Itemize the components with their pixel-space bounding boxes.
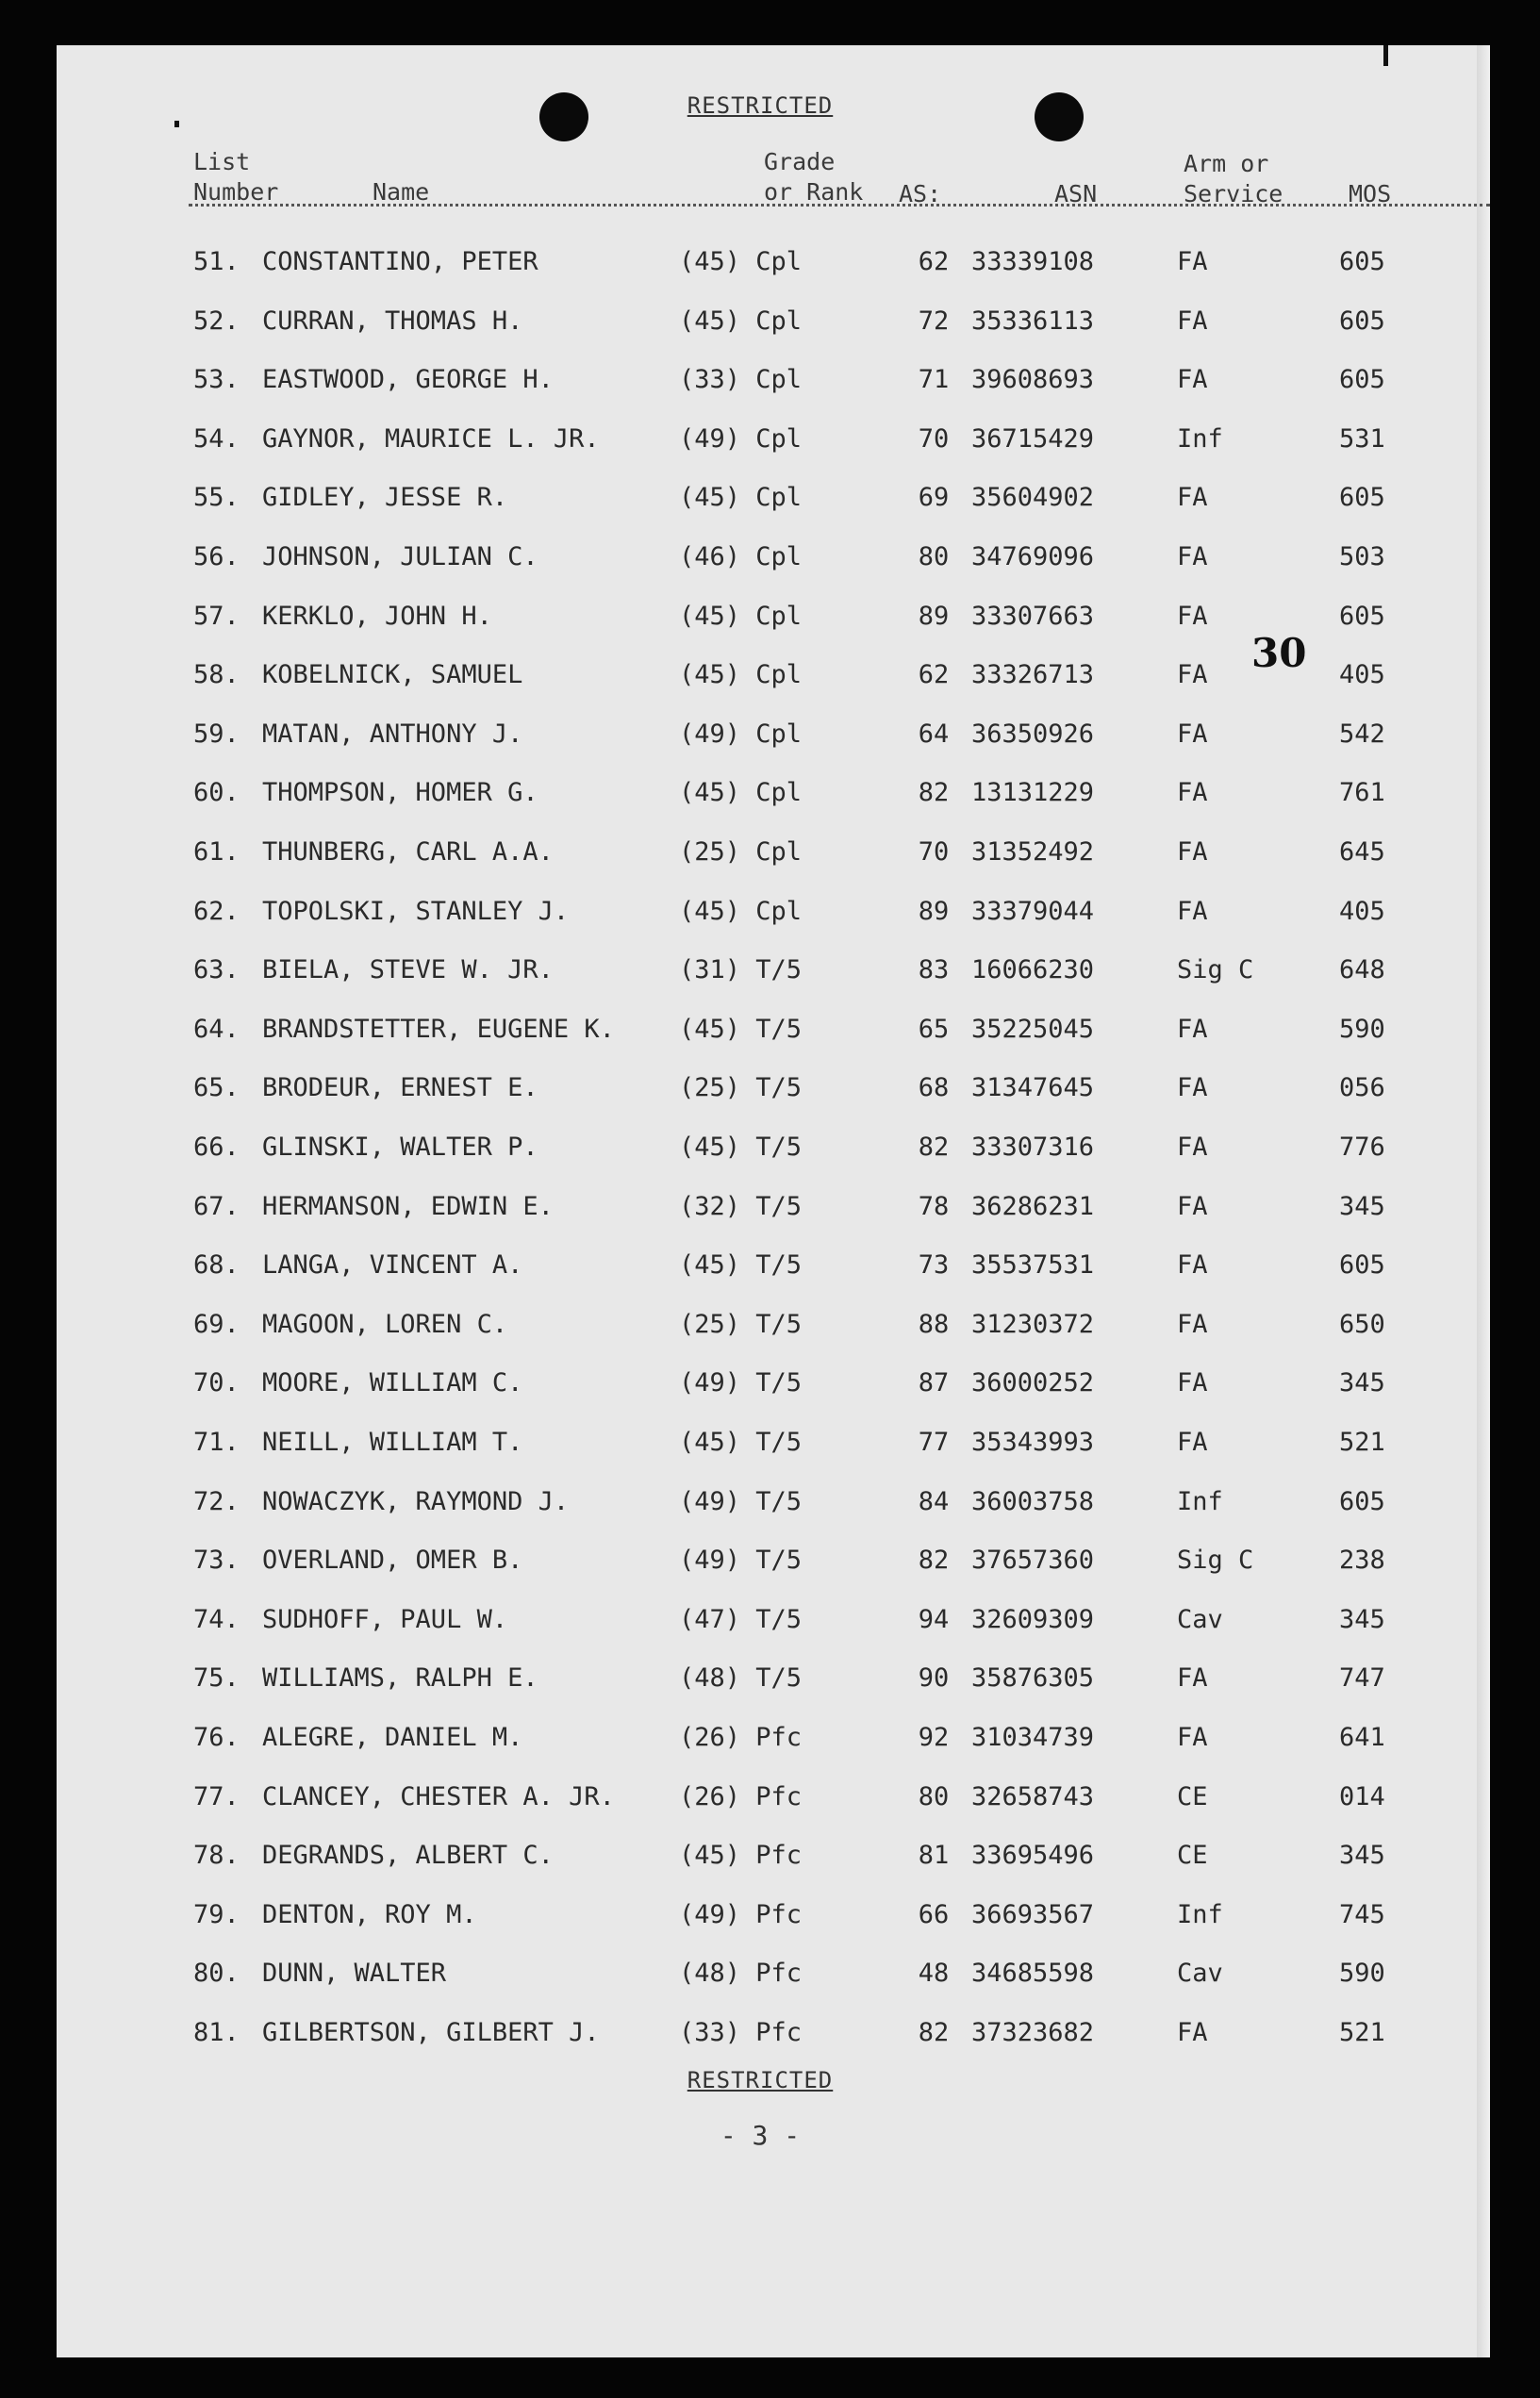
serial-number: 34685598	[971, 1959, 1095, 1989]
grade-rank: (45) T/5	[679, 1250, 803, 1281]
as-score: 66	[918, 1899, 950, 1929]
arm-service: FA	[1177, 306, 1208, 336]
grade-rank: (49) T/5	[679, 1546, 803, 1576]
soldier-name: BRANDSTETTER, EUGENE K.	[262, 1014, 615, 1044]
mos-code: 590	[1339, 1014, 1385, 1044]
list-number: 62.	[193, 896, 240, 926]
mos-code: 605	[1339, 1250, 1385, 1281]
list-number: 52.	[193, 306, 240, 336]
col-header-as: AS:	[899, 180, 942, 207]
arm-service: FA	[1177, 837, 1208, 867]
serial-number: 33326713	[971, 660, 1095, 690]
list-number: 66.	[193, 1133, 240, 1162]
list-number: 57.	[193, 601, 240, 631]
table-row	[57, 1483, 1490, 1521]
edge-mark	[1383, 45, 1388, 66]
grade-rank: (32) T/5	[679, 1191, 803, 1221]
table-row	[57, 1424, 1490, 1462]
grade-rank: (33) Cpl	[679, 365, 803, 395]
serial-number: 32609309	[971, 1604, 1095, 1634]
serial-number: 31230372	[971, 1309, 1095, 1339]
as-score: 62	[918, 247, 950, 276]
serial-number: 34769096	[971, 542, 1095, 571]
as-score: 89	[918, 601, 950, 631]
list-number: 71.	[193, 1428, 240, 1457]
col-header-grade: Grade or Rank	[764, 148, 864, 206]
restricted-footer: RESTRICTED	[687, 2067, 834, 2093]
serial-number: 33695496	[971, 1841, 1095, 1871]
arm-service: FA	[1177, 778, 1208, 808]
grade-rank: (45) Cpl	[679, 778, 803, 808]
as-score: 88	[918, 1309, 950, 1339]
table-row	[57, 834, 1490, 871]
table-row	[57, 1247, 1490, 1284]
list-number: 70.	[193, 1368, 240, 1398]
list-number: 68.	[193, 1250, 240, 1281]
table-row	[57, 1837, 1490, 1875]
soldier-name: GAYNOR, MAURICE L. JR.	[262, 423, 600, 454]
grade-rank: (49) Cpl	[679, 719, 803, 749]
serial-number: 13131229	[971, 778, 1095, 808]
serial-number: 37657360	[971, 1546, 1095, 1576]
table-row	[57, 1660, 1490, 1697]
mos-code: 605	[1339, 601, 1385, 631]
restricted-header: RESTRICTED	[687, 92, 834, 119]
page-number: - 3 -	[720, 2120, 801, 2151]
grade-rank: (46) Cpl	[679, 542, 803, 571]
table-row	[57, 1188, 1490, 1226]
soldier-name: GIDLEY, JESSE R.	[262, 483, 508, 513]
mos-code: 648	[1339, 955, 1385, 985]
grade-rank: (45) T/5	[679, 1014, 803, 1044]
grade-rank: (48) T/5	[679, 1663, 803, 1694]
as-score: 84	[918, 1486, 950, 1516]
mos-code: 345	[1339, 1604, 1385, 1634]
table-row	[57, 538, 1490, 576]
serial-number: 35876305	[971, 1663, 1095, 1694]
table-row	[57, 1955, 1490, 1993]
list-number: 61.	[193, 837, 240, 867]
soldier-name: WILLIAMS, RALPH E.	[262, 1663, 538, 1694]
serial-number: 31352492	[971, 837, 1095, 867]
arm-service: FA	[1177, 1309, 1208, 1339]
table-row	[57, 1601, 1490, 1639]
mos-code: 590	[1339, 1959, 1385, 1989]
mos-code: 605	[1339, 365, 1385, 395]
serial-number: 33379044	[971, 896, 1095, 926]
list-number: 73.	[193, 1546, 240, 1576]
table-row	[57, 951, 1490, 989]
as-score: 82	[918, 2018, 950, 2047]
list-number: 64.	[193, 1014, 240, 1044]
col-header-name: Name	[373, 178, 430, 206]
list-number: 54.	[193, 423, 240, 454]
as-score: 83	[918, 955, 950, 985]
mos-code: 531	[1339, 423, 1385, 454]
serial-number: 33307663	[971, 601, 1095, 631]
list-number: 51.	[193, 247, 240, 276]
arm-service: FA	[1177, 1723, 1208, 1752]
soldier-name: SUDHOFF, PAUL W.	[262, 1604, 508, 1634]
mos-code: 521	[1339, 1428, 1385, 1457]
list-number: 69.	[193, 1309, 240, 1339]
arm-service: FA	[1177, 1073, 1208, 1103]
arm-service: FA	[1177, 601, 1208, 631]
soldier-name: BRODEUR, ERNEST E.	[262, 1073, 538, 1103]
soldier-name: DENTON, ROY M.	[262, 1899, 477, 1929]
as-score: 48	[918, 1959, 950, 1989]
arm-service: FA	[1177, 719, 1208, 749]
as-score: 81	[918, 1841, 950, 1871]
soldier-name: KERKLO, JOHN H.	[262, 601, 492, 631]
soldier-name: EASTWOOD, GEORGE H.	[262, 365, 554, 395]
arm-service: CE	[1177, 1781, 1208, 1811]
arm-service: Inf	[1177, 1899, 1223, 1929]
table-row	[57, 1542, 1490, 1579]
list-number: 59.	[193, 719, 240, 749]
mos-code: 650	[1339, 1309, 1385, 1339]
mos-code: 776	[1339, 1133, 1385, 1162]
list-number: 58.	[193, 660, 240, 690]
arm-service: FA	[1177, 1191, 1208, 1221]
as-score: 82	[918, 1546, 950, 1576]
mos-code: 014	[1339, 1781, 1385, 1811]
table-row	[57, 1896, 1490, 1934]
list-number: 77.	[193, 1781, 240, 1811]
mos-code: 605	[1339, 1486, 1385, 1516]
list-number: 74.	[193, 1604, 240, 1634]
soldier-name: KOBELNICK, SAMUEL	[262, 660, 523, 690]
as-score: 94	[918, 1604, 950, 1634]
as-score: 68	[918, 1073, 950, 1103]
arm-service: FA	[1177, 1133, 1208, 1162]
serial-number: 33339108	[971, 247, 1095, 276]
grade-rank: (45) T/5	[679, 1428, 803, 1457]
soldier-name: BIELA, STEVE W. JR.	[262, 955, 554, 985]
soldier-name: CONSTANTINO, PETER	[262, 247, 538, 276]
arm-service: FA	[1177, 2018, 1208, 2047]
grade-rank: (49) Cpl	[679, 423, 803, 454]
grade-rank: (49) T/5	[679, 1486, 803, 1516]
grade-rank: (45) Cpl	[679, 896, 803, 926]
list-number: 78.	[193, 1841, 240, 1871]
mos-code: 345	[1339, 1191, 1385, 1221]
mos-code: 542	[1339, 719, 1385, 749]
as-score: 64	[918, 719, 950, 749]
col-header-mos: MOS	[1349, 180, 1392, 207]
soldier-name: NOWACZYK, RAYMOND J.	[262, 1486, 570, 1516]
mos-code: 761	[1339, 778, 1385, 808]
grade-rank: (45) Cpl	[679, 247, 803, 276]
soldier-name: MATAN, ANTHONY J.	[262, 719, 523, 749]
mos-code: 405	[1339, 660, 1385, 690]
grade-rank: (49) Pfc	[679, 1899, 803, 1929]
list-number: 67.	[193, 1191, 240, 1221]
table-row	[57, 716, 1490, 753]
soldier-name: GILBERTSON, GILBERT J.	[262, 2018, 600, 2047]
grade-rank: (25) T/5	[679, 1309, 803, 1339]
serial-number: 35336113	[971, 306, 1095, 336]
col-header-list-number: List Number	[193, 148, 279, 206]
serial-number: 35604902	[971, 483, 1095, 513]
as-score: 80	[918, 542, 950, 571]
arm-service: Sig C	[1177, 1546, 1254, 1576]
serial-number: 37323682	[971, 2018, 1095, 2047]
as-score: 71	[918, 365, 950, 395]
mos-code: 345	[1339, 1368, 1385, 1398]
soldier-name: THUNBERG, CARL A.A.	[262, 837, 554, 867]
table-row	[57, 2014, 1490, 2052]
mos-code: 521	[1339, 2018, 1385, 2047]
grade-rank: (45) Cpl	[679, 306, 803, 336]
mos-code: 747	[1339, 1663, 1385, 1694]
soldier-name: TOPOLSKI, STANLEY J.	[262, 896, 570, 926]
as-score: 65	[918, 1014, 950, 1044]
list-number: 72.	[193, 1486, 240, 1516]
soldier-name: GLINSKI, WALTER P.	[262, 1133, 538, 1162]
col-header-asn: ASN	[1054, 180, 1098, 207]
serial-number: 35225045	[971, 1014, 1095, 1044]
grade-rank: (47) T/5	[679, 1604, 803, 1634]
grade-rank: (45) T/5	[679, 1133, 803, 1162]
grade-rank: (49) T/5	[679, 1368, 803, 1398]
serial-number: 31347645	[971, 1073, 1095, 1103]
list-number: 76.	[193, 1723, 240, 1752]
table-row	[57, 479, 1490, 517]
grade-rank: (48) Pfc	[679, 1959, 803, 1989]
arm-service: FA	[1177, 1368, 1208, 1398]
as-score: 82	[918, 1133, 950, 1162]
as-score: 80	[918, 1781, 950, 1811]
as-score: 82	[918, 778, 950, 808]
col-header-arm: Arm or Service	[1184, 150, 1283, 207]
table-row	[57, 361, 1490, 399]
arm-service: FA	[1177, 896, 1208, 926]
as-score: 62	[918, 660, 950, 690]
list-number: 60.	[193, 778, 240, 808]
serial-number: 36003758	[971, 1486, 1095, 1516]
list-number: 79.	[193, 1899, 240, 1929]
list-number: 80.	[193, 1959, 240, 1989]
arm-service: Inf	[1177, 1486, 1223, 1516]
as-score: 87	[918, 1368, 950, 1398]
arm-service: CE	[1177, 1841, 1208, 1871]
list-number: 65.	[193, 1073, 240, 1103]
list-number: 55.	[193, 483, 240, 513]
arm-service: Inf	[1177, 423, 1223, 454]
as-score: 69	[918, 483, 950, 513]
serial-number: 36693567	[971, 1899, 1095, 1929]
mos-code: 503	[1339, 542, 1385, 571]
mos-code: 605	[1339, 306, 1385, 336]
arm-service: FA	[1177, 1428, 1208, 1457]
list-number: 56.	[193, 542, 240, 571]
soldier-name: DUNN, WALTER	[262, 1959, 447, 1989]
header-dotted-rule	[189, 204, 1490, 207]
table-row	[57, 774, 1490, 812]
mos-code: 605	[1339, 483, 1385, 513]
soldier-name: LANGA, VINCENT A.	[262, 1250, 523, 1281]
stray-mark	[174, 121, 179, 127]
soldier-name: CLANCEY, CHESTER A. JR.	[262, 1781, 615, 1811]
grade-rank: (25) Cpl	[679, 837, 803, 867]
soldier-name: MAGOON, LOREN C.	[262, 1309, 508, 1339]
soldier-name: CURRAN, THOMAS H.	[262, 306, 523, 336]
serial-number: 36286231	[971, 1191, 1095, 1221]
table-row	[57, 1364, 1490, 1402]
serial-number: 36000252	[971, 1368, 1095, 1398]
handwritten-annotation: 30	[1251, 630, 1307, 676]
mos-code: 345	[1339, 1841, 1385, 1871]
serial-number: 32658743	[971, 1781, 1095, 1811]
grade-rank: (45) Cpl	[679, 601, 803, 631]
as-score: 90	[918, 1663, 950, 1694]
soldier-name: ALEGRE, DANIEL M.	[262, 1723, 523, 1752]
table-row	[57, 1069, 1490, 1107]
soldier-name: NEILL, WILLIAM T.	[262, 1428, 523, 1457]
grade-rank: (26) Pfc	[679, 1781, 803, 1811]
grade-rank: (45) Pfc	[679, 1841, 803, 1871]
list-number: 63.	[193, 955, 240, 985]
serial-number: 16066230	[971, 955, 1095, 985]
arm-service: FA	[1177, 1663, 1208, 1694]
soldier-name: THOMPSON, HOMER G.	[262, 778, 538, 808]
arm-service: FA	[1177, 1250, 1208, 1281]
table-row	[57, 1011, 1490, 1049]
as-score: 72	[918, 306, 950, 336]
table-row	[57, 1306, 1490, 1344]
as-score: 77	[918, 1428, 950, 1457]
arm-service: FA	[1177, 660, 1208, 690]
as-score: 92	[918, 1723, 950, 1752]
list-number: 53.	[193, 365, 240, 395]
table-row	[57, 1719, 1490, 1757]
soldier-name: DEGRANDS, ALBERT C.	[262, 1841, 554, 1871]
as-score: 70	[918, 837, 950, 867]
mos-code: 641	[1339, 1723, 1385, 1752]
table-row	[57, 893, 1490, 931]
serial-number: 35537531	[971, 1250, 1095, 1281]
table-row	[57, 421, 1490, 458]
grade-rank: (31) T/5	[679, 955, 803, 985]
arm-service: FA	[1177, 365, 1208, 395]
arm-service: FA	[1177, 483, 1208, 513]
soldier-name: MOORE, WILLIAM C.	[262, 1368, 523, 1398]
mos-code: 605	[1339, 247, 1385, 276]
serial-number: 33307316	[971, 1133, 1095, 1162]
as-score: 78	[918, 1191, 950, 1221]
arm-service: FA	[1177, 1014, 1208, 1044]
serial-number: 39608693	[971, 365, 1095, 395]
arm-service: Cav	[1177, 1959, 1223, 1989]
list-number: 81.	[193, 2018, 240, 2047]
soldier-name: OVERLAND, OMER B.	[262, 1546, 523, 1576]
mos-code: 745	[1339, 1899, 1385, 1929]
mos-code: 645	[1339, 837, 1385, 867]
arm-service: FA	[1177, 542, 1208, 571]
grade-rank: (33) Pfc	[679, 2018, 803, 2047]
serial-number: 36715429	[971, 423, 1095, 454]
serial-number: 36350926	[971, 719, 1095, 749]
mos-code: 238	[1339, 1546, 1385, 1576]
soldier-name: JOHNSON, JULIAN C.	[262, 542, 538, 571]
as-score: 70	[918, 423, 950, 454]
table-row	[57, 303, 1490, 340]
as-score: 89	[918, 896, 950, 926]
table-row	[57, 1129, 1490, 1166]
soldier-name: HERMANSON, EDWIN E.	[262, 1191, 554, 1221]
mos-code: 405	[1339, 896, 1385, 926]
grade-rank: (25) T/5	[679, 1073, 803, 1103]
list-number: 75.	[193, 1663, 240, 1694]
as-score: 73	[918, 1250, 950, 1281]
serial-number: 35343993	[971, 1428, 1095, 1457]
grade-rank: (45) Cpl	[679, 660, 803, 690]
table-row	[57, 243, 1490, 281]
grade-rank: (45) Cpl	[679, 483, 803, 513]
mos-code: 056	[1339, 1073, 1385, 1103]
table-row	[57, 1778, 1490, 1816]
serial-number: 31034739	[971, 1723, 1095, 1752]
arm-service: Cav	[1177, 1604, 1223, 1634]
document-page	[57, 45, 1490, 2357]
arm-service: Sig C	[1177, 955, 1254, 985]
arm-service: FA	[1177, 247, 1208, 276]
grade-rank: (26) Pfc	[679, 1723, 803, 1752]
